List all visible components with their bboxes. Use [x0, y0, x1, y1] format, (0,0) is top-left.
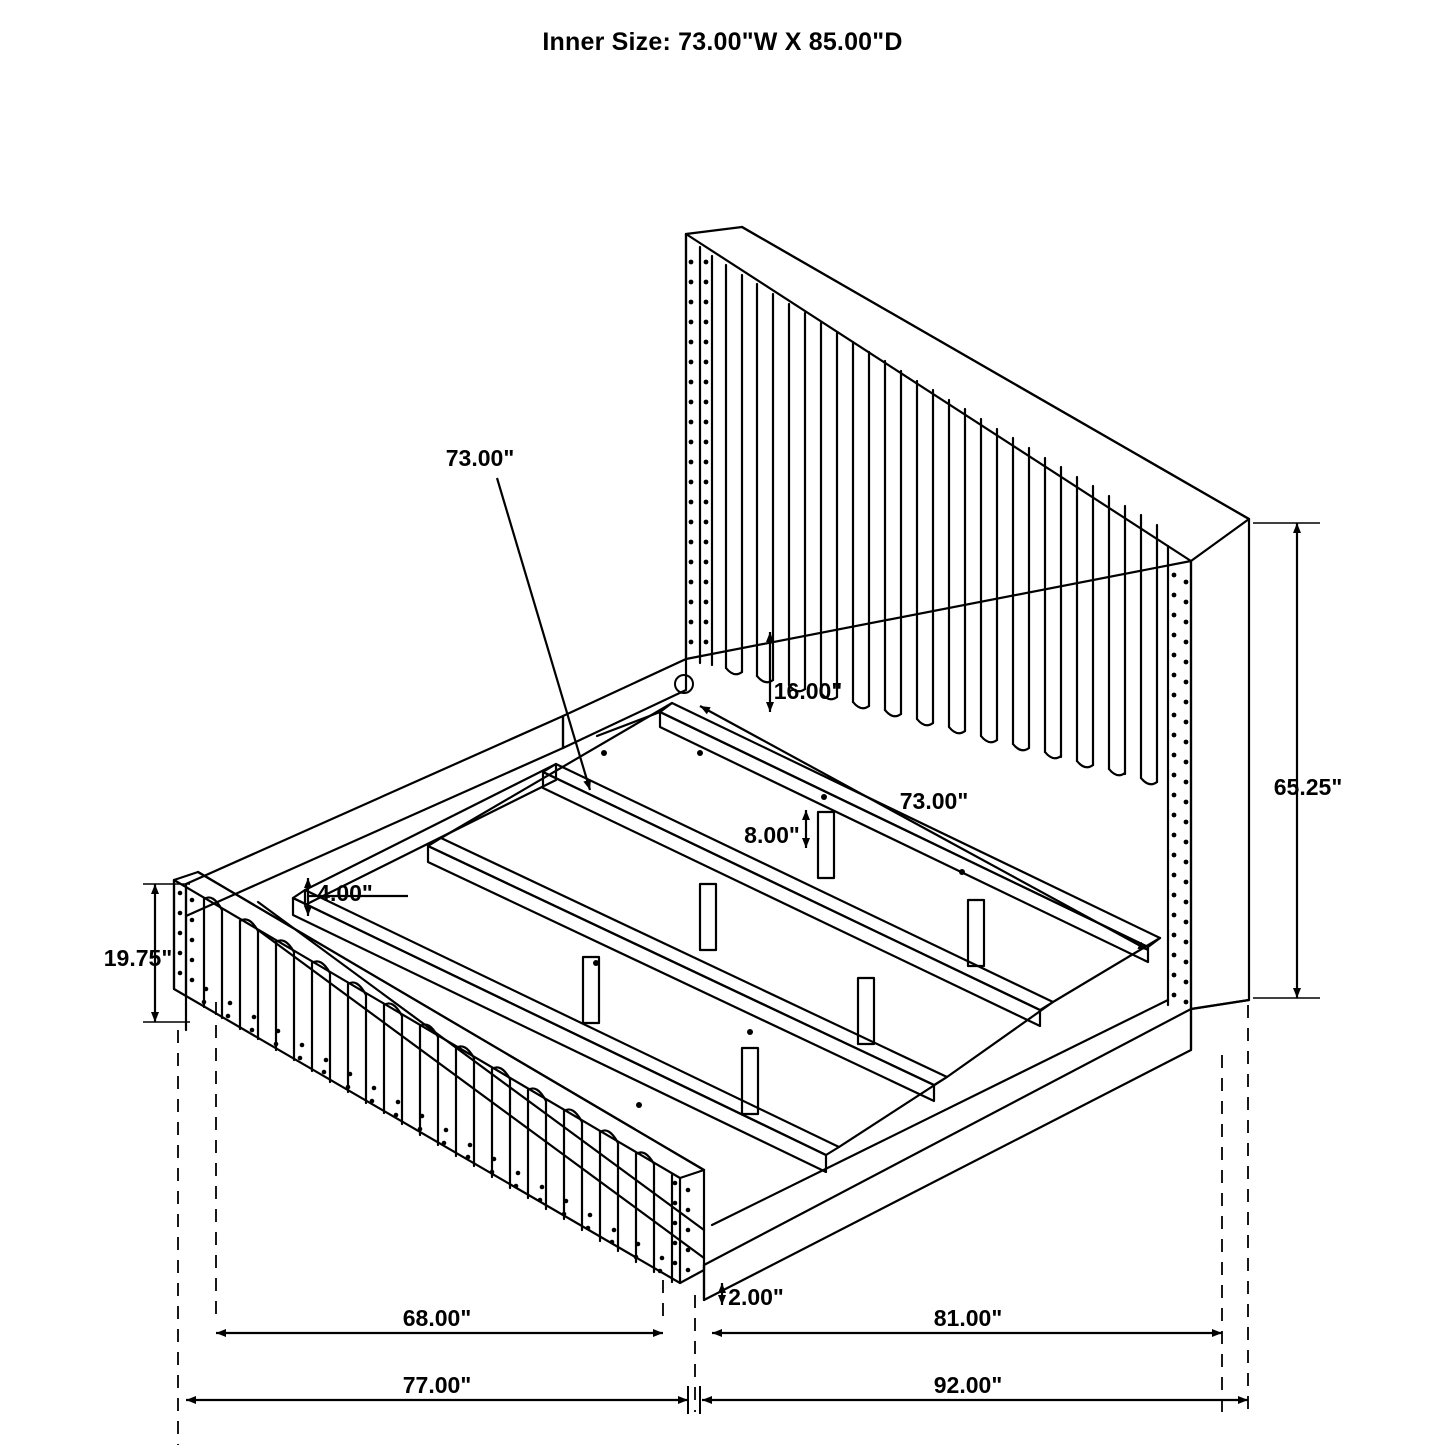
- bed-frame-rails: [186, 659, 1191, 1300]
- nailhead-trim-footboard: [178, 891, 691, 1274]
- dimension-label: 73.00": [445, 445, 515, 471]
- dimension-label: 81.00": [933, 1305, 1003, 1331]
- page-title: Inner Size: 73.00"W X 85.00"D: [542, 28, 903, 56]
- dimension-label: 19.75": [103, 945, 173, 971]
- dimension-label: 16.00": [773, 678, 843, 704]
- dimension-label: 4.00": [317, 880, 373, 906]
- dimension-label: 73.00": [899, 788, 969, 814]
- dimension-label: 65.25": [1273, 774, 1343, 800]
- dimension-label: 2.00": [728, 1284, 784, 1310]
- hardware-dots: [593, 675, 965, 1108]
- dimension-label: 92.00": [933, 1372, 1003, 1398]
- footboard: [174, 872, 704, 1283]
- headboard: [686, 227, 1249, 1009]
- dimension-label: 8.00": [744, 822, 800, 848]
- dimension-label: 68.00": [402, 1305, 472, 1331]
- dimension-label: 77.00": [402, 1372, 472, 1398]
- slat-support-system: [293, 703, 1160, 1172]
